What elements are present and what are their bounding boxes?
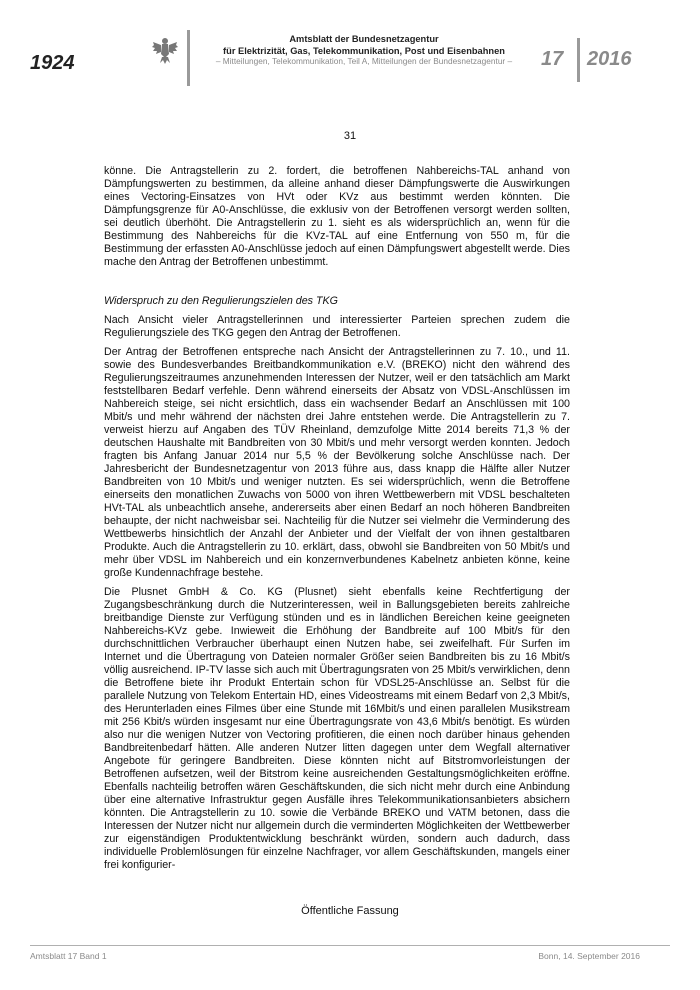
document-page-label: 31	[343, 130, 357, 142]
publication-title	[196, 33, 532, 57]
section-heading: Widerspruch zu den Regulierungszielen des TKG	[104, 295, 338, 307]
federal-eagle-icon	[152, 36, 178, 64]
page-number: 1924	[30, 52, 75, 74]
header-divider	[187, 30, 190, 86]
public-version-label: Öffentliche Fassung	[301, 905, 399, 917]
issue-year: 2016	[587, 48, 632, 70]
publication-title-line2: für Elektrizität, Gas, Telekommunikation, Post und Eisenbahnen	[223, 46, 505, 56]
issue-number: 17	[541, 48, 564, 70]
publication-title-line1: Amtsblatt der Bundesnetzagentur	[289, 34, 439, 44]
footer-right: Bonn, 14. September 2016	[538, 951, 640, 961]
section-body	[104, 314, 570, 878]
intro-paragraph: könne. Die Antragstellerin zu 2. fordert, die betroffenen Nahbereichs-TAL anhand von Dämpfungswerten zu bestimmen, da alleine anhand dieser Dämpfungswerte die Auswirkungen eines Vectoring-Einsatzes von HVt oder KVz aus bestimmt werden könnten. Die Dämpfungsgrenze für A0-Anschlüsse, die exklusiv von der Betroffenen versorgt werden sollten, sei deutlich überhöht. Die Antragstellerin zu 1. sieht es als widersprüchlich an, wenn für die Bestimmung des Nahbereichs für die KVz-TAL auf eine Entfernung von 550 m, für die Bestimmung der erfassten A0-Anschlüsse jedoch auf einen Dämpfungswert abgestellt werde. Dies mache den Antrag der Betroffenen unbestimmt.	[104, 165, 570, 268]
body-paragraph-1: Nach Ansicht vieler Antragstellerinnen und interessierter Parteien sprechen zudem die Regulierungsziele des TKG gegen den Antrag der Betroffenen.	[104, 314, 570, 339]
issue-divider	[577, 38, 580, 82]
intro-text	[104, 165, 570, 269]
body-paragraph-2: Der Antrag der Betroffenen entspreche nach Ansicht der Antragstellerinnen zu 7. 10., und 11. sowie des Bundesverbandes Breitbandkommunikation e.V. (BREKO) nicht den während des Regulierungszeitraumes anzunehmenden Interessen der Nutzer, weil er den tatsächlich am Markt feststellbaren Bedarf verfehle. Denn während einerseits der Absatz von VDSL-Anschlüssen im Nahbereich steige, sei nicht ersichtlich, dass ein wachsender Bedarf an Anschlüssen mit 100 Mbit/s und mehr während der nächsten drei Jahre entstehen werde. Die Antragstellerin zu 7. verweist hierzu auf Angaben des TÜV Rheinland, demzufolge Mitte 2014 bereits 71,3 % der deutschen Haushalte mit Bandbreiten von 30 Mbit/s und mehr versorgt werden konnten. Jedoch fragten bis Anfang Januar 2014 nur 5,5 % der Bevölkerung solche Anschlüsse nach. Der Jahresbericht der Bundesnetzagentur von 2013 führe aus, dass knapp die Hälfte aller Nutzer Bandbreiten von 10 Mbit/s und weniger nutzten. Es sei widersprüchlich, wenn die Betroffene einerseits den monatlichen Zuwachs von 5000 von ihren Wettbewerbern mit VDSL beschalteten HVt-TAL als unbeachtlich ansehe, andererseits aber einen Bedarf an noch höheren Bandbreiten behaupte, der nicht nachweisbar sei. Nachteilig für die Nutzer sei vielmehr die Verminderung des Wettbewerbs hinsichtlich der Anzahl der Anbieter und der Vielfalt der von ihnen gestaltbaren Produkte. Auch die Antragstellerin zu 10. erklärt, dass, obwohl sie Bandbreiten von 50 Mbit/s und mehr über VDSL im Nahbereich und ein konzernverbundenes Kabelnetz anbieten könne, keine große Kundennachfrage bestehe.	[104, 346, 570, 579]
body-paragraph-3: Die Plusnet GmbH & Co. KG (Plusnet) sieht ebenfalls keine Rechtfertigung der Zugangsbeschränkung durch die Nutzerinteressen, weil in Ballungsgebieten bereits zahlreiche breitbandige Dienste zur Verfügung stünden und es in ländlichen Bereichen keine geeigneten Nahbereichs-KVz gebe. Inwieweit die Erhöhung der Bandbreite auf 100 Mbit/s für den durchschnittlichen Verbraucher überhaupt einen Nutzen habe, sei zweifelhaft. Für Surfen im Internet und die Übertragung von Dateien normaler Größer seien Bandbreiten bis zu 16 Mbit/s völlig ausreichend. IP-TV lasse sich auch mit Übertragungsraten von 25 Mbit/s verwirklichen, denn die Betroffene biete ihr Produkt Entertain schon für VDSL25-Anschlüsse an. Selbst für die parallele Nutzung von Telekom Entertain HD, eines Videostreams mit einem Bedarf von 2,3 Mbit/s, des Herunterladen eines Filmes über eine Stunde mit 16Mbit/s und einen parallelen Musikstream mit 256 Kbit/s würden insgesamt nur eine Übertragungsrate von 43,6 Mbit/s benötigt. Es würden also nur die wenigen Nutzer von Vectoring profitieren, die einen noch darüber hinaus gehenden Bandbreitenbedarf hätten. Alle anderen Nutzer litten dagegen unter dem Wegfall alternativer Angebote für geringere Bandbreiten. Diese könnten nicht auf Bitstromvorleistungen der Betroffenen aufsetzen, weil der Bitstrom keine ausreichenden Gestaltungsmöglichkeiten eröffne. Ebenfalls nachteilig betroffen wären Geschäftskunden, die sich nicht mehr durch eine Anbindung über eine alternative Infrastruktur gegen Ausfälle ihres Telekommunikationsanbieters absichern könnten. Die Antragstellerin zu 10. sowie die Verbände BREKO und VATM betonen, dass die Interessen der Nutzer nicht nur allgemein durch die verminderten Möglichkeiten der Wettbewerber zur eigenständigen Produktentwicklung beschränkt würden, sondern auch dadurch, dass individuelle Problemlösungen für einzelne Nachfrager, vor allem Geschäftskunden, mangels einer frei konfigurier-	[104, 586, 570, 871]
footer-divider	[30, 945, 670, 946]
footer-left: Amtsblatt 17 Band 1	[30, 951, 107, 961]
publication-subtitle: – Mitteilungen, Telekommunikation, Teil A, Mitteilungen der Bundesnetzagentur –	[215, 56, 513, 66]
